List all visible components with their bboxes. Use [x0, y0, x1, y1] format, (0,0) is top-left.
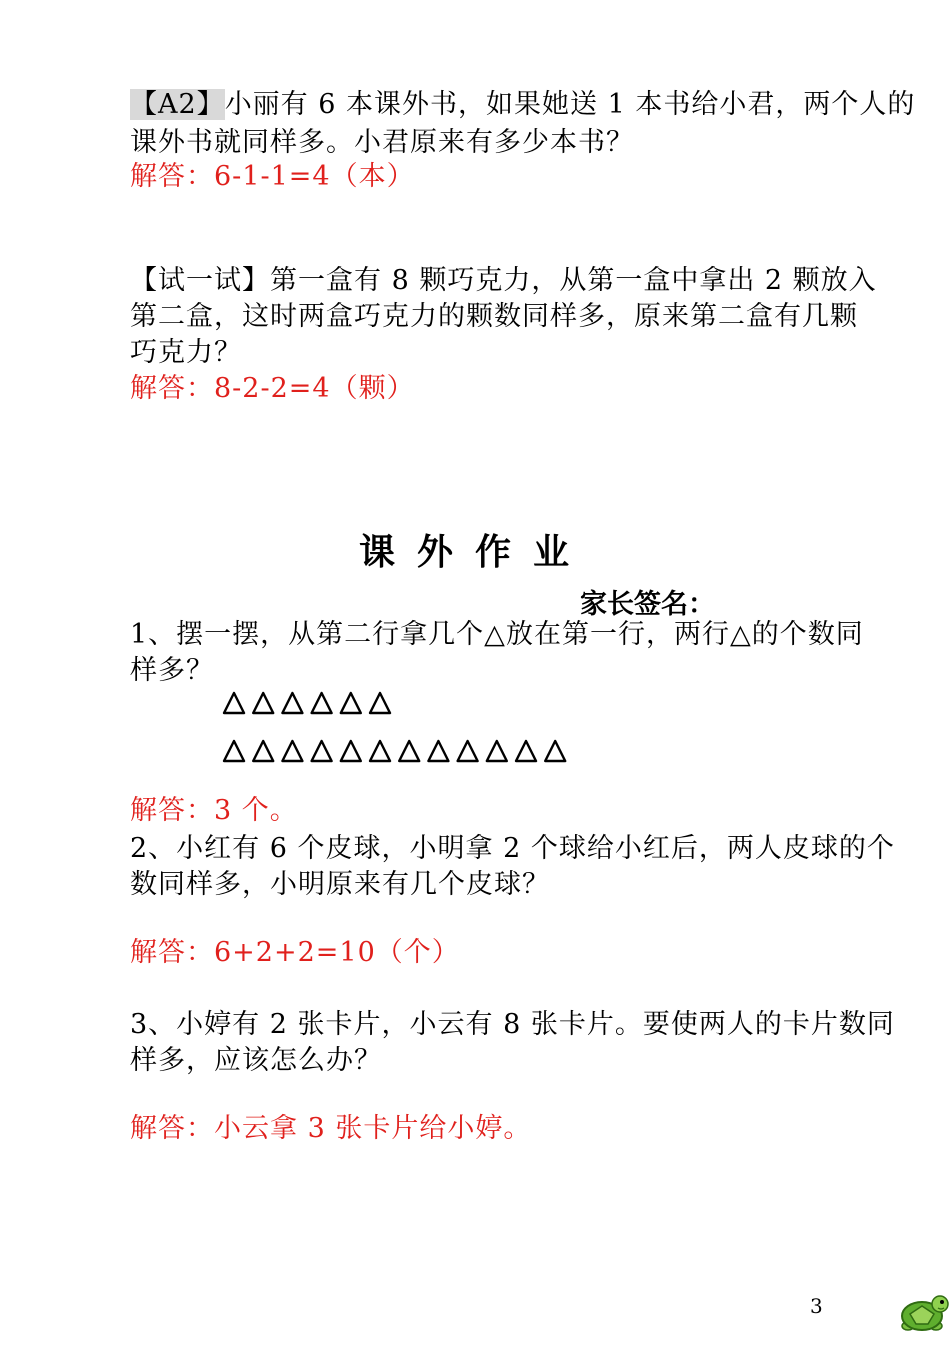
parent-signature-label: 家长签名： [580, 589, 715, 620]
triangle-shape [370, 693, 390, 713]
triangle-shape [341, 693, 361, 713]
triangle-shape [312, 741, 332, 761]
problem-a2-text: 小丽有 6 本课外书，如果她送 1 本书给小君，两个人的 [224, 89, 916, 120]
problem-a2-answer: 解答：6-1-1=4（本） [130, 161, 415, 192]
q3-answer: 解答：小云拿 3 张卡片给小婷。 [130, 1113, 532, 1144]
triangle-group [222, 738, 573, 766]
try-it-line1 [130, 264, 877, 298]
problem-a2-line2: 课外书就同样多。小君原来有多少本书？ [130, 127, 634, 158]
q3-line2: 样多，应该怎么办？ [130, 1045, 382, 1076]
homework-title: 课外作业 [358, 532, 591, 573]
try-it-answer: 解答：8-2-2=4（颗） [130, 373, 415, 404]
try-it-line3: 巧克力？ [130, 337, 242, 368]
q2-line2: 数同样多，小明原来有几个皮球？ [130, 869, 550, 900]
triangle-shape [253, 741, 273, 761]
try-it-tag: 【试一试】 [130, 265, 270, 296]
page-number: 3 [810, 1294, 823, 1318]
triangle-group [222, 690, 398, 718]
triangle-shape [224, 741, 244, 761]
triangle-shape [282, 693, 302, 713]
triangle-shape [545, 741, 565, 761]
triangle-shape [458, 741, 478, 761]
problem-a2-line1 [130, 88, 915, 122]
triangle-shape [428, 741, 448, 761]
triangle-shape [224, 693, 244, 713]
try-it-text: 第一盒有 8 颗巧克力，从第一盒中拿出 2 颗放入 [270, 265, 877, 296]
triangle-row-1 [222, 690, 398, 718]
q2-line1: 2、小红有 6 个皮球，小明拿 2 个球给小红后，两人皮球的个 [130, 833, 895, 864]
problem-a2-tag: 【A2】 [130, 89, 225, 120]
q1-answer: 解答：3 个。 [130, 795, 298, 826]
triangle-row-2 [222, 738, 573, 766]
q1-line1: 1、摆一摆，从第二行拿几个△放在第一行，两行△的个数同 [130, 619, 864, 650]
triangle-shape [341, 741, 361, 761]
triangle-shape [399, 741, 419, 761]
triangle-shape [370, 741, 390, 761]
triangle-shape [282, 741, 302, 761]
triangle-shape [516, 741, 536, 761]
q3-line1: 3、小婷有 2 张卡片，小云有 8 张卡片。要使两人的卡片数同 [130, 1009, 895, 1040]
triangle-shape [487, 741, 507, 761]
turtle-icon [896, 1286, 950, 1334]
try-it-line2: 第二盒，这时两盒巧克力的颗数同样多，原来第二盒有几颗 [130, 301, 858, 332]
triangle-shape [312, 693, 332, 713]
q1-line2: 样多？ [130, 655, 214, 686]
q2-answer: 解答：6+2+2=10（个） [130, 937, 460, 968]
triangle-shape [253, 693, 273, 713]
